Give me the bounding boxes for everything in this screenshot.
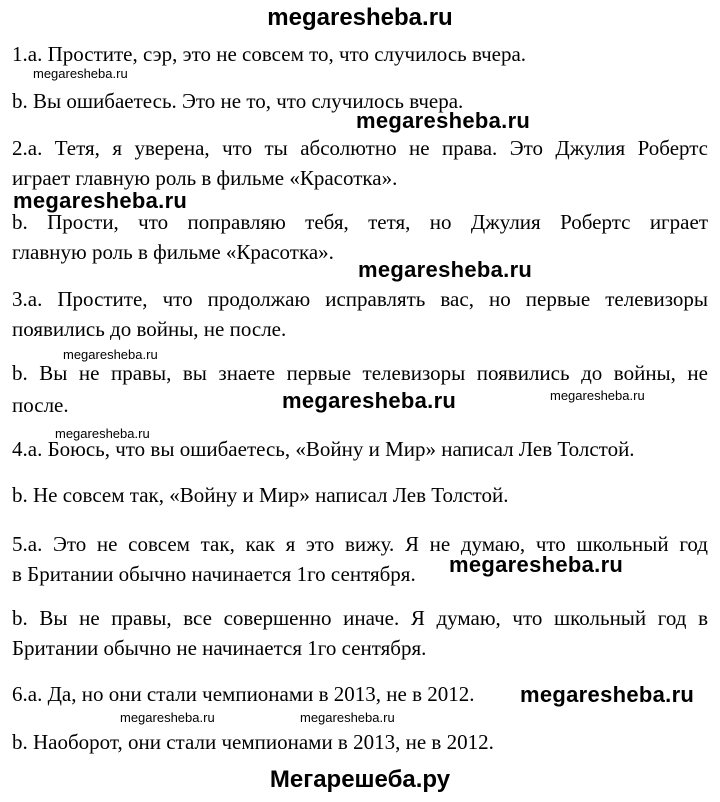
watermark: megaresheba.ru <box>520 682 695 707</box>
answer-1b: b. Вы ошибаетесь. Это не то, что случилось вчера. <box>12 89 464 113</box>
answer-1a: 1.a. Простите, сэр, это не совсем то, что случилось вчера. <box>12 42 527 66</box>
watermark: megaresheba.ru <box>55 426 150 441</box>
answer-2b-line-2: главную роль в фильме «Красотка». <box>12 240 334 264</box>
watermark: megaresheba.ru <box>33 66 128 81</box>
watermark: megaresheba.ru <box>358 257 533 282</box>
answer-3b-line-1: b. Вы не правы, вы знаете первые телевизоры появились до войны, не <box>12 361 708 385</box>
watermark: megaresheba.ru <box>300 710 395 725</box>
watermark: megaresheba.ru <box>63 347 158 362</box>
answer-3a-line-2: появились до войны, не после. <box>12 317 287 341</box>
answer-6a: 6.a. Да, но они стали чемпионами в 2013, не в 2012. <box>12 682 475 706</box>
answer-2a-line-1: 2.a. Тетя, я уверена, что ты абсолютно не права. Это Джулия Робертс <box>12 136 708 160</box>
site-footer: Мегарешеба.ру <box>269 766 451 793</box>
watermark: megaresheba.ru <box>550 388 645 403</box>
answer-2b-line-1: b. Прости, что поправляю тебя, тетя, но Джулия Робертс играет <box>12 210 708 234</box>
watermark: megaresheba.ru <box>356 108 531 133</box>
answer-2a-line-2: играет главную роль в фильме «Красотка». <box>12 166 398 190</box>
answer-3b-line-2: после. <box>12 393 69 417</box>
watermark: megaresheba.ru <box>282 388 457 413</box>
answer-4a: 4.a. Боюсь, что вы ошибаетесь, «Войну и Мир» написал Лев Толстой. <box>12 437 635 461</box>
answer-5b-line-1: b. Вы не правы, все совершенно иначе. Я думаю, что школьный год в <box>12 606 708 630</box>
answer-3a-line-1: 3.a. Простите, что продолжаю исправлять вас, но первые телевизоры <box>12 287 708 311</box>
answer-4b: b. Не совсем так, «Войну и Мир» написал Лев Толстой. <box>12 483 509 507</box>
answer-5b-line-2: Британии обычно не начинается 1го сентября. <box>12 636 427 660</box>
watermark: megaresheba.ru <box>13 188 188 213</box>
answer-5a-line-2: в Британии обычно начинается 1го сентября. <box>12 562 416 586</box>
site-header: megaresheba.ru <box>267 4 453 31</box>
watermark: megaresheba.ru <box>120 710 215 725</box>
answer-5a-line-1: 5.a. Это не совсем так, как я это вижу. Я не думаю, что школьный год <box>12 532 708 556</box>
answer-6b: b. Наоборот, они стали чемпионами в 2013, не в 2012. <box>12 730 494 754</box>
watermark: megaresheba.ru <box>449 552 624 577</box>
